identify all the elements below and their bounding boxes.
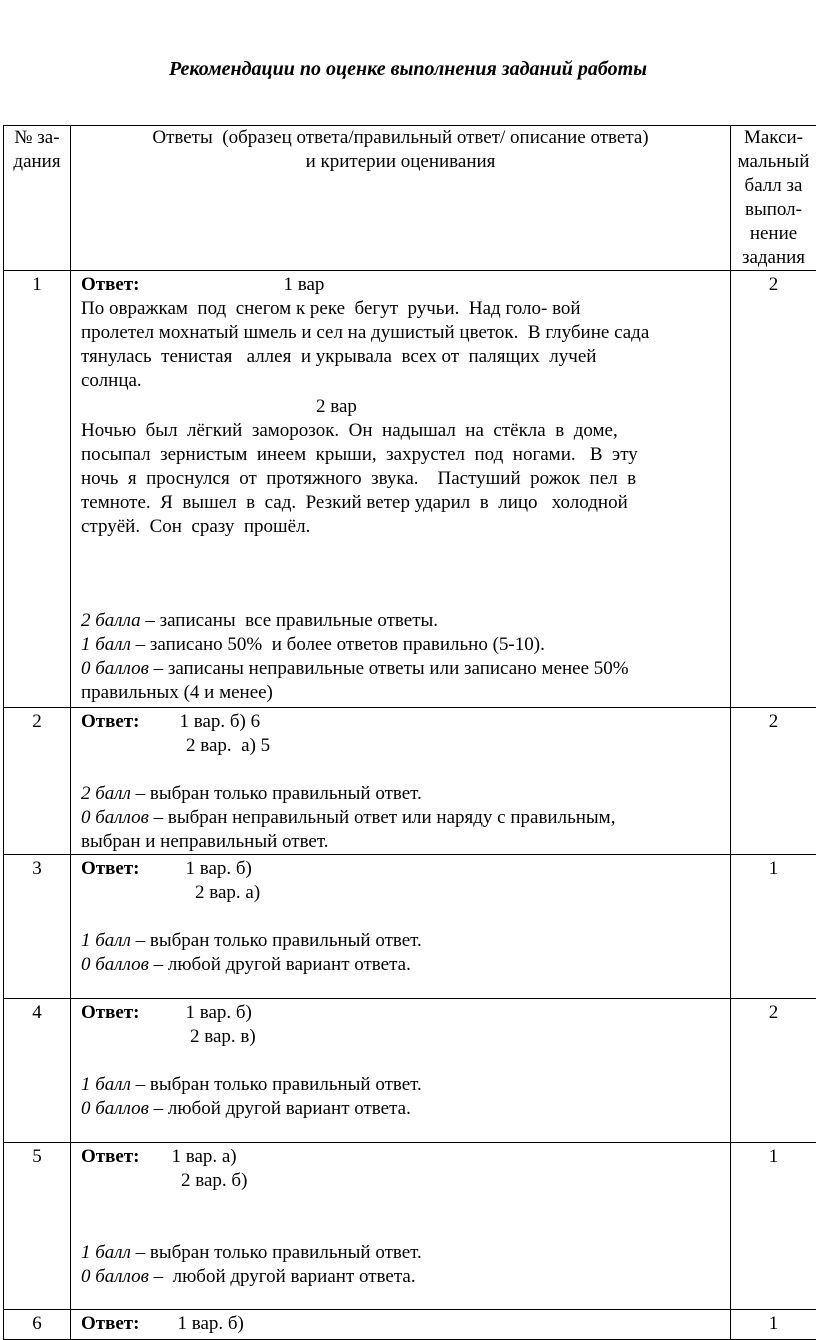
header-max-score: Макси- мальный балл за выпол- нение задания xyxy=(731,126,816,271)
criteria-line: 0 баллов – любой другой вариант ответа. xyxy=(81,1097,722,1121)
answer-text-line: темноте. Я вышел в сад. Резкий ветер ударил в лицо холодной xyxy=(81,491,722,515)
table-row xyxy=(4,1143,816,1310)
criteria-line: выбран и неправильный ответ. xyxy=(81,830,722,854)
criteria-line: 2 балл – выбран только правильный ответ. xyxy=(81,782,722,806)
grading-table xyxy=(3,125,816,1340)
answer-text-line: По овражкам под снегом к реке бегут ручьи. Над голо- вой xyxy=(81,297,722,321)
task-number: 1 xyxy=(4,271,71,708)
table-row xyxy=(4,1310,816,1340)
table-header-row xyxy=(4,126,816,271)
variant-label: 1 вар xyxy=(283,274,324,295)
table-row xyxy=(4,271,816,708)
task-number: 4 xyxy=(4,999,71,1143)
answer-text-line: Ночью был лёгкий заморозок. Он надышал на стёкла в доме, xyxy=(81,419,722,443)
header-task-number: № за- дания xyxy=(4,126,71,271)
answer-label: Ответ: xyxy=(81,1313,139,1334)
table-row xyxy=(4,708,816,855)
criteria-line: 1 балл – выбран только правильный ответ. xyxy=(81,929,722,953)
answer-text-line: пролетел мохнатый шмель и сел на душистый цветок. В глубине сада xyxy=(81,321,722,345)
variant-label: 2 вар xyxy=(81,395,722,419)
table-row xyxy=(4,999,816,1143)
max-score: 1 xyxy=(731,1310,816,1340)
answer-label: Ответ: xyxy=(81,274,139,295)
criteria-line: 0 баллов – любой другой вариант ответа. xyxy=(81,953,722,977)
task-number: 3 xyxy=(4,855,71,999)
answer-cell: Ответ: 1 вар. б) 6 2 вар. а) 5 2 балл – выбран только правильный ответ. 0 баллов – выбран неправильный ответ или наряду с правильным, выбран и неправильный ответ. xyxy=(71,708,731,855)
answer-cell: Ответ: 1 вар. б) 2 вар. а) 1 балл – выбран только правильный ответ. 0 баллов – любой другой вариант ответа. xyxy=(71,855,731,999)
criteria-line: 0 баллов – выбран неправильный ответ или наряду с правильным, xyxy=(81,806,722,830)
criteria-line: 1 балл – выбран только правильный ответ. xyxy=(81,1073,722,1097)
criteria-line: 2 балла – записаны все правильные ответы. xyxy=(81,609,722,633)
max-score: 1 xyxy=(731,855,816,999)
max-score: 1 xyxy=(731,1143,816,1310)
max-score: 2 xyxy=(731,999,816,1143)
answer-label: Ответ: xyxy=(81,858,139,879)
answer-label: Ответ: xyxy=(81,1146,139,1167)
answer-cell: Ответ: 1 вар. б) xyxy=(71,1310,731,1340)
criteria-line: 0 баллов – любой другой вариант ответа. xyxy=(81,1265,722,1289)
answer-cell xyxy=(71,271,731,708)
task-number: 2 xyxy=(4,708,71,855)
answer-cell: Ответ: 1 вар. а) 2 вар. б) 1 балл – выбран только правильный ответ. 0 баллов – любой другой вариант ответа. xyxy=(71,1143,731,1310)
answer-text-line: солнца. xyxy=(81,369,722,393)
criteria-line: 1 балл – записано 50% и более ответов правильно (5-10). xyxy=(81,633,722,657)
criteria-line: 1 балл – выбран только правильный ответ. xyxy=(81,1241,722,1265)
answer-label: Ответ: xyxy=(81,1002,139,1023)
answer-label: Ответ: xyxy=(81,711,139,732)
answer-text-line: тянулась тенистая аллея и укрывала всех от палящих лучей xyxy=(81,345,722,369)
answer-cell: Ответ: 1 вар. б) 2 вар. в) 1 балл – выбран только правильный ответ. 0 баллов – любой другой вариант ответа. xyxy=(71,999,731,1143)
criteria-line: правильных (4 и менее) xyxy=(81,681,722,705)
task-number: 5 xyxy=(4,1143,71,1310)
task-number: 6 xyxy=(4,1310,71,1340)
answer-text-line: струёй. Сон сразу прошёл. xyxy=(81,515,722,539)
table-row xyxy=(4,855,816,999)
criteria-line: 0 баллов – записаны неправильные ответы или записано менее 50% xyxy=(81,657,722,681)
header-answers: Ответы (образец ответа/правильный ответ/ описание ответа) и критерии оценивания xyxy=(71,126,731,271)
max-score: 2 xyxy=(731,708,816,855)
max-score: 2 xyxy=(731,271,816,708)
answer-text-line: ночь я проснулся от протяжного звука. Пастуший рожок пел в xyxy=(81,467,722,491)
answer-text-line: посыпал зернистым инеем крыши, захрустел под ногами. В эту xyxy=(81,443,722,467)
page-title: Рекомендации по оценке выполнения заданий работы xyxy=(0,58,816,81)
